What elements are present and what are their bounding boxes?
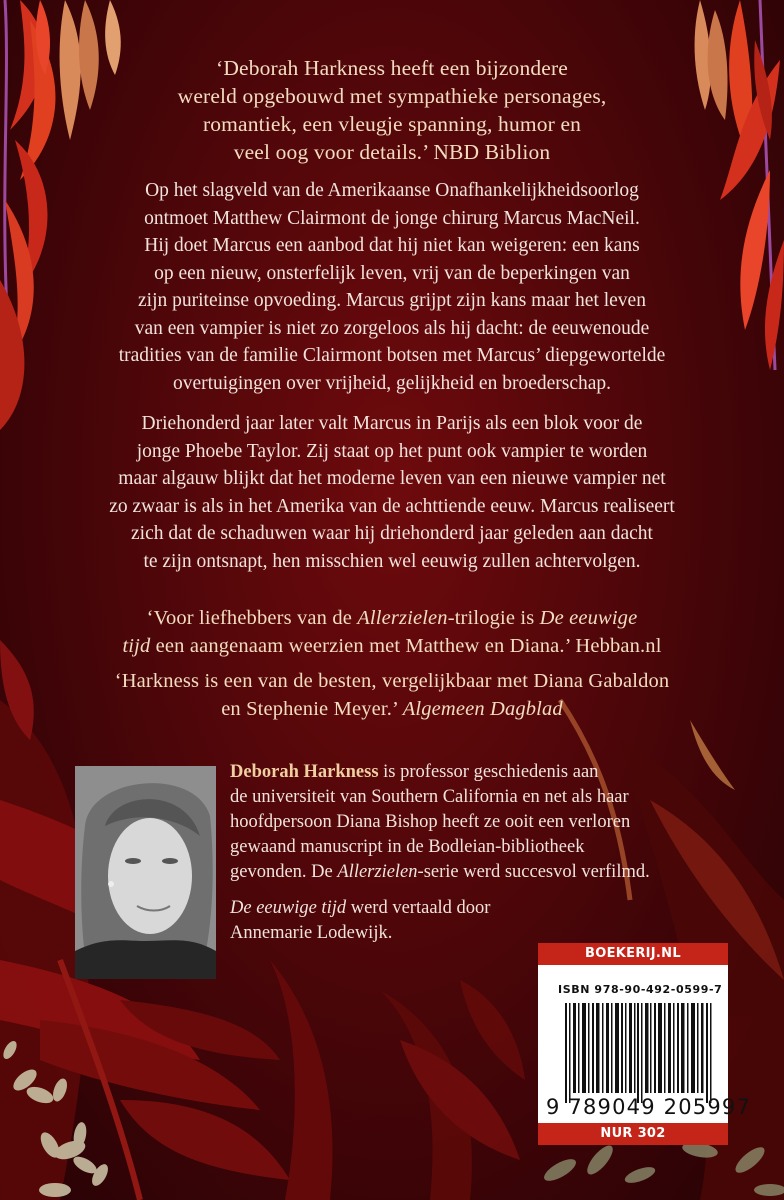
blurb-line: van een vampier is niet zo zorgeloos als hij dacht: de eeuwenoude [134, 317, 650, 339]
blurb-line: Op het slagveld van de Amerikaanse Onafhankelijkheidsoorlog [145, 180, 639, 201]
quote-line [0, 632, 784, 660]
blurb-line: tradities van de familie Clairmont botsen met Marcus’ diepgewortelde [118, 345, 666, 366]
blurb-line: Driehonderd jaar later valt Marcus in Parijs als een blok voor de [141, 413, 643, 434]
bio-text: gevonden. De [230, 862, 338, 882]
quote-line: ‘Harkness is een van de besten, vergelijkbaar met Diana Gabaldon [114, 670, 670, 692]
blurb-line: zijn puriteinse opvoeding. Marcus grijpt zijn kans maar het leven [138, 290, 646, 311]
author-name: Deborah Harkness [230, 762, 379, 782]
bio-line: gewaand manuscript in de Bodleian-bibliotheek [230, 837, 585, 857]
bio-line: de universiteit van Southern California en net als haar [230, 787, 629, 807]
author-bio [230, 760, 670, 885]
quote-text: -trilogie is [447, 607, 540, 629]
quote-text: en Stephenie Meyer.’ [221, 698, 403, 720]
blurb-line: maar algauw blijkt dat het moderne leven van een nieuwe vampier net [118, 468, 666, 489]
translator-text: werd vertaald door [346, 898, 491, 918]
blurb-paragraph-2 [0, 410, 784, 575]
isbn-number: ISBN 978-90-492-0599-7 [558, 983, 723, 996]
bio-line [230, 760, 670, 785]
quote-line: veel oog voor details.’ NBD Biblion [233, 140, 551, 164]
blurb-line: Hij doet Marcus een aanbod dat hij niet kan weigeren: een kans [144, 235, 640, 256]
translator-line: Annemarie Lodewijk. [230, 923, 393, 943]
review-quote-ad [0, 667, 784, 723]
blurb-line: zich dat de schaduwen waar hij driehonderd jaar geleden aan dacht [131, 523, 653, 544]
bio-text: -serie werd succesvol verfilmd. [417, 862, 650, 882]
blurb-line: zo zwaar is als in het Amerika van de achttiende eeuw. Marcus realiseert [109, 495, 675, 517]
quote-line [0, 695, 784, 723]
bio-line [230, 860, 670, 885]
nur-code: NUR 302 [538, 1123, 728, 1145]
book-title: De eeuwige tijd [230, 898, 347, 918]
bio-text: is professor geschiedenis aan [378, 762, 599, 782]
quote-line: wereld opgebouwd met sympathieke personages, [177, 84, 607, 108]
blurb-line: overtuigingen over vrijheid, gelijkheid en broederschap. [172, 372, 612, 394]
author-photo [75, 766, 216, 979]
quote-text: een aangenaam weerzien met Matthew en Diana.’ Hebban.nl [150, 635, 662, 657]
review-quote-hebban [0, 604, 784, 660]
series-title: Allerzielen [337, 862, 418, 882]
book-title: De eeuwige [539, 607, 638, 629]
barcode-icon [565, 1003, 715, 1103]
blurb-line: op een nieuw, onsterfelijk leven, vrij van de beperkingen van [154, 262, 630, 284]
book-title: tijd [122, 635, 151, 657]
quote-line: ‘Deborah Harkness heeft een bijzondere [216, 56, 568, 80]
series-title: Allerzielen [357, 607, 448, 629]
isbn-barcode-box [538, 943, 752, 1145]
blurb-paragraph-1 [0, 177, 784, 397]
review-quote-nbd [0, 54, 784, 166]
portrait-icon [75, 766, 216, 979]
blurb-line: te zijn ontsnapt, hen misschien wel eeuwig zullen achtervolgen. [143, 550, 641, 572]
quote-text: ‘Voor liefhebbers van de [146, 607, 358, 629]
translator-credit [230, 896, 490, 946]
bio-line: hoofdpersoon Diana Bishop heeft ze ooit een verloren [230, 812, 631, 832]
translator-line [230, 896, 490, 921]
quote-line [0, 604, 784, 632]
quote-line: romantiek, een vleugje spanning, humor en [202, 112, 582, 136]
quote-source: Algemeen Dagblad [402, 698, 563, 720]
blurb-line: jonge Phoebe Taylor. Zij staat op het punt ook vampier te worden [136, 440, 648, 462]
barcode-digits: 9 789049 205997 [546, 1095, 752, 1119]
blurb-line: ontmoet Matthew Clairmont de jonge chirurg Marcus MacNeil. [144, 207, 640, 229]
publisher-label: BOEKERIJ.NL [538, 943, 728, 965]
